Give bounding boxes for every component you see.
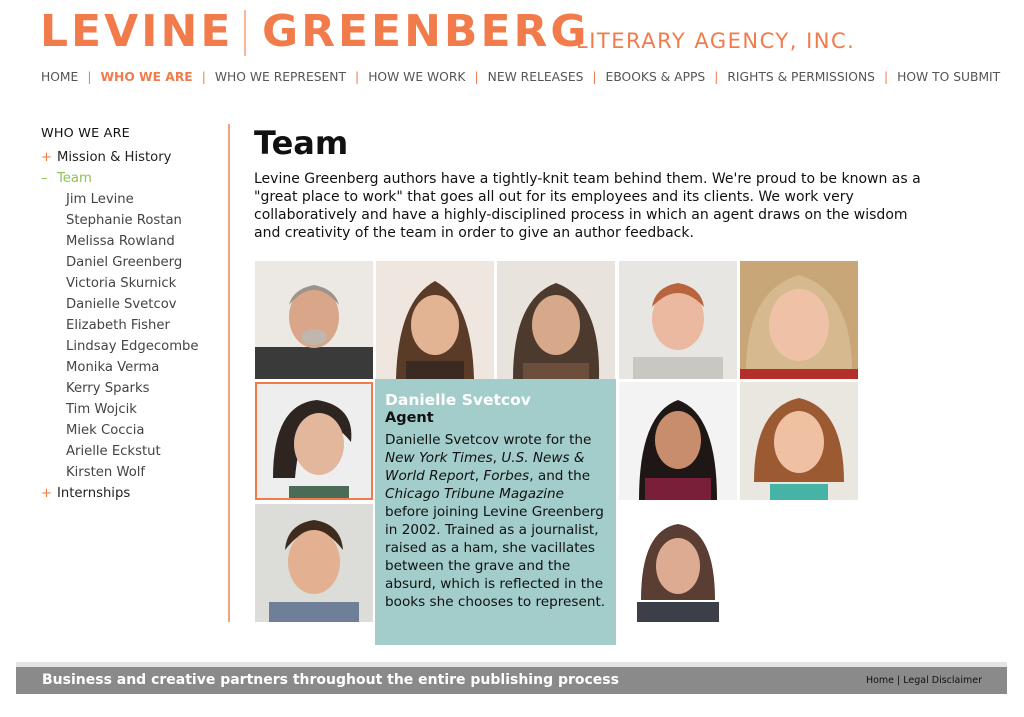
footer-legal-disclaimer-link[interactable]: Legal Disclaimer [903,675,982,686]
sidebar-divider [228,124,230,622]
sidebar-item-label: Internships [57,486,131,501]
nav-ebooks-apps[interactable]: EBOOKS & APPS [605,70,706,84]
bio-text: Danielle Svetcov wrote for the [385,432,592,448]
bio-text: , and the [529,468,591,484]
bio-text: before joining Levine Greenberg in 2002. Trained as a journalist, raised as a ham, she vacillates between the grave and the absurd, which is reflected in the books she chooses to represent. [385,504,606,610]
nav-separator: | [592,70,597,84]
team-photo-7[interactable] [619,382,737,500]
sidebar-item-label: Team [57,171,92,186]
top-nav [41,68,1000,86]
sidebar-member-kerry-sparks[interactable]: Kerry Sparks [66,381,150,396]
sidebar-item-team[interactable] [41,168,221,189]
nav-separator: | [474,70,479,84]
nav-rights-permissions[interactable]: RIGHTS & PERMISSIONS [727,70,875,84]
bio-publication: New York Times [385,450,493,466]
nav-separator: | [355,70,360,84]
page-title: Team [254,124,349,162]
bio-publication: Forbes [483,468,530,484]
team-photo-2[interactable] [376,261,494,379]
nav-how-we-work[interactable]: HOW WE WORK [368,70,466,84]
sidebar-heading: WHO WE ARE [41,126,130,141]
sidebar-member-lindsay-edgecombe[interactable]: Lindsay Edgecombe [66,339,199,354]
nav-separator: | [201,70,206,84]
logo-tagline: LITERARY AGENCY, INC. [576,29,856,53]
team-photo-4[interactable] [619,261,737,379]
popup-name: Danielle Svetcov [385,391,531,409]
nav-separator: | [87,70,92,84]
team-photo-3[interactable] [497,261,615,379]
bio-text: , [474,468,484,484]
team-photo-1[interactable] [255,261,373,379]
sidebar-member-arielle-eckstut[interactable]: Arielle Eckstut [66,444,161,459]
agency-logo[interactable] [40,8,940,58]
nav-separator: | [883,70,889,84]
plus-icon: + [41,486,53,501]
bio-text: , [492,450,502,466]
sidebar-item-label: Mission & History [57,150,172,165]
sidebar-member-kirsten-wolf[interactable]: Kirsten Wolf [66,465,146,480]
sidebar-member-melissa-rowland[interactable]: Melissa Rowland [66,234,175,249]
sidebar-member-daniel-greenberg[interactable]: Daniel Greenberg [66,255,183,270]
plus-icon: + [41,150,53,165]
team-photo-10[interactable] [619,504,737,622]
nav-who-we-are[interactable]: WHO WE ARE [100,70,193,84]
nav-new-releases[interactable]: NEW RELEASES [487,70,584,84]
sidebar-item-mission-history[interactable] [41,147,221,168]
logo-word-levine: LEVINE [40,6,234,57]
sidebar-member-victoria-skurnick[interactable]: Victoria Skurnick [66,276,177,291]
team-member-popup [375,379,616,645]
nav-who-we-represent[interactable]: WHO WE REPRESENT [214,70,347,84]
sidebar [41,126,221,504]
minus-icon: – [41,171,48,186]
intro-paragraph: Levine Greenberg authors have a tightly-knit team behind them. We're proud to be known as a "great place to work" that goes all out for its employees and its clients. We work very collaboratively and have a highly-disciplined process in which an agent draws on the wisdom and creativity of the team in order to give an author feedback. [254,171,921,241]
footer-tagline: Business and creative partners throughout the entire publishing process [42,672,619,688]
team-photo-9[interactable] [255,504,373,622]
footer [16,667,1007,694]
bio-publication: U.S. News & World Report [385,450,585,484]
popup-role: Agent [385,410,434,426]
logo-word-greenberg: GREENBERG [262,6,590,57]
sidebar-member-stephanie-rostan[interactable]: Stephanie Rostan [66,213,182,228]
logo-divider [244,10,246,56]
nav-how-to-submit[interactable]: HOW TO SUBMIT [897,70,1001,84]
nav-separator: | [714,70,719,84]
sidebar-item-internships[interactable] [41,483,221,504]
sidebar-member-monika-verma[interactable]: Monika Verma [66,360,160,375]
sidebar-member-tim-wojcik[interactable]: Tim Wojcik [66,402,137,417]
popup-bio [385,431,606,611]
team-photo-8[interactable] [740,382,858,500]
footer-links [866,675,982,686]
sidebar-member-miek-coccia[interactable]: Miek Coccia [66,423,145,438]
sidebar-member-danielle-svetcov[interactable]: Danielle Svetcov [66,297,177,312]
nav-home[interactable]: HOME [41,70,79,84]
bio-publication: Chicago Tribune Magazine [385,486,565,502]
sidebar-member-elizabeth-fisher[interactable]: Elizabeth Fisher [66,318,170,333]
sidebar-member-jim-levine[interactable]: Jim Levine [66,192,134,207]
team-photo-6[interactable] [255,382,373,500]
team-photo-5[interactable] [740,261,858,379]
footer-home-link[interactable]: Home [865,675,895,686]
footer-link-separator: | [897,675,901,686]
